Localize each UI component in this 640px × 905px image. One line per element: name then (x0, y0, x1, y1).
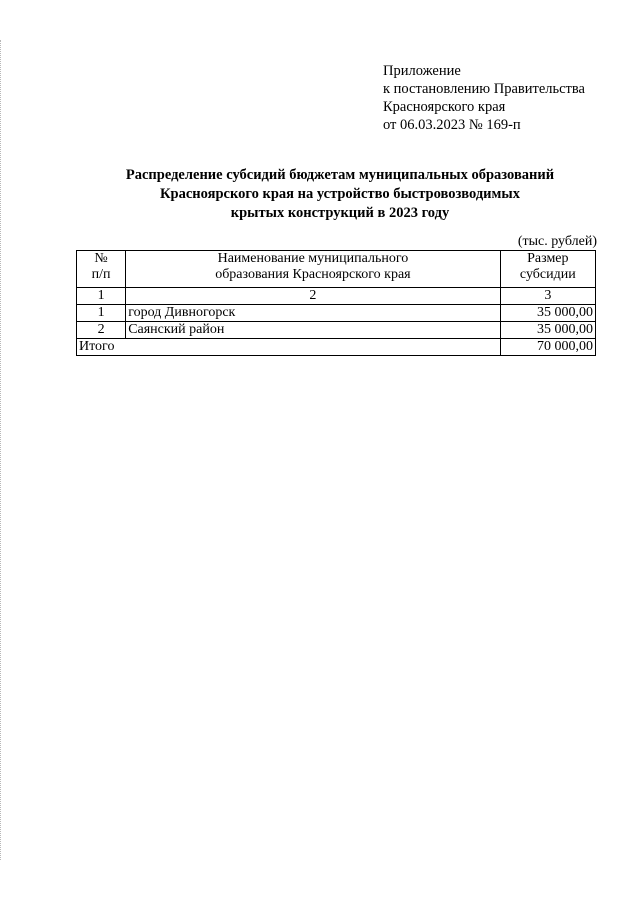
row-number: 2 (77, 322, 126, 339)
total-label: Итого (77, 339, 501, 356)
row-amount: 35 000,00 (500, 322, 595, 339)
appendix-line-1: Приложение (383, 63, 461, 79)
subsidy-table (76, 250, 596, 356)
title-line-2: Красноярского края на устройство быстровозводимых (160, 186, 520, 202)
appendix-line-4: от 06.03.2023 № 169-п (383, 117, 521, 133)
scan-edge-marks (0, 40, 4, 860)
header-cell-number (77, 251, 126, 288)
column-number-2: 2 (126, 288, 500, 305)
title-line-3: крытых конструкций в 2023 году (230, 205, 450, 221)
table-row (77, 322, 596, 339)
appendix-header (383, 62, 585, 134)
document-title (60, 166, 620, 223)
units-label: (тыс. рублей) (517, 234, 597, 249)
column-number-3: 3 (500, 288, 595, 305)
total-amount: 70 000,00 (500, 339, 595, 356)
header-amount-line-1: Размер (527, 251, 569, 266)
header-amount-line-2: субсидии (519, 267, 576, 282)
header-number-line-1: № (94, 251, 108, 266)
table-header-row (77, 251, 596, 288)
row-municipality: город Дивногорск (126, 305, 500, 322)
header-number-line-2: п/п (91, 267, 111, 282)
row-municipality: Саянский район (126, 322, 500, 339)
table-row (77, 305, 596, 322)
appendix-line-2: к постановлению Правительства (383, 81, 585, 97)
row-number: 1 (77, 305, 126, 322)
header-name-line-1: Наименование муниципального (217, 251, 409, 266)
header-cell-amount (500, 251, 595, 288)
header-name-line-2: образования Красноярского края (215, 267, 411, 282)
appendix-line-3: Красноярского края (383, 99, 506, 115)
header-cell-name (126, 251, 500, 288)
title-line-1: Распределение субсидий бюджетам муниципальных образований (125, 167, 555, 183)
row-amount: 35 000,00 (500, 305, 595, 322)
column-number-row (77, 288, 596, 305)
total-row (77, 339, 596, 356)
column-number-1: 1 (77, 288, 126, 305)
